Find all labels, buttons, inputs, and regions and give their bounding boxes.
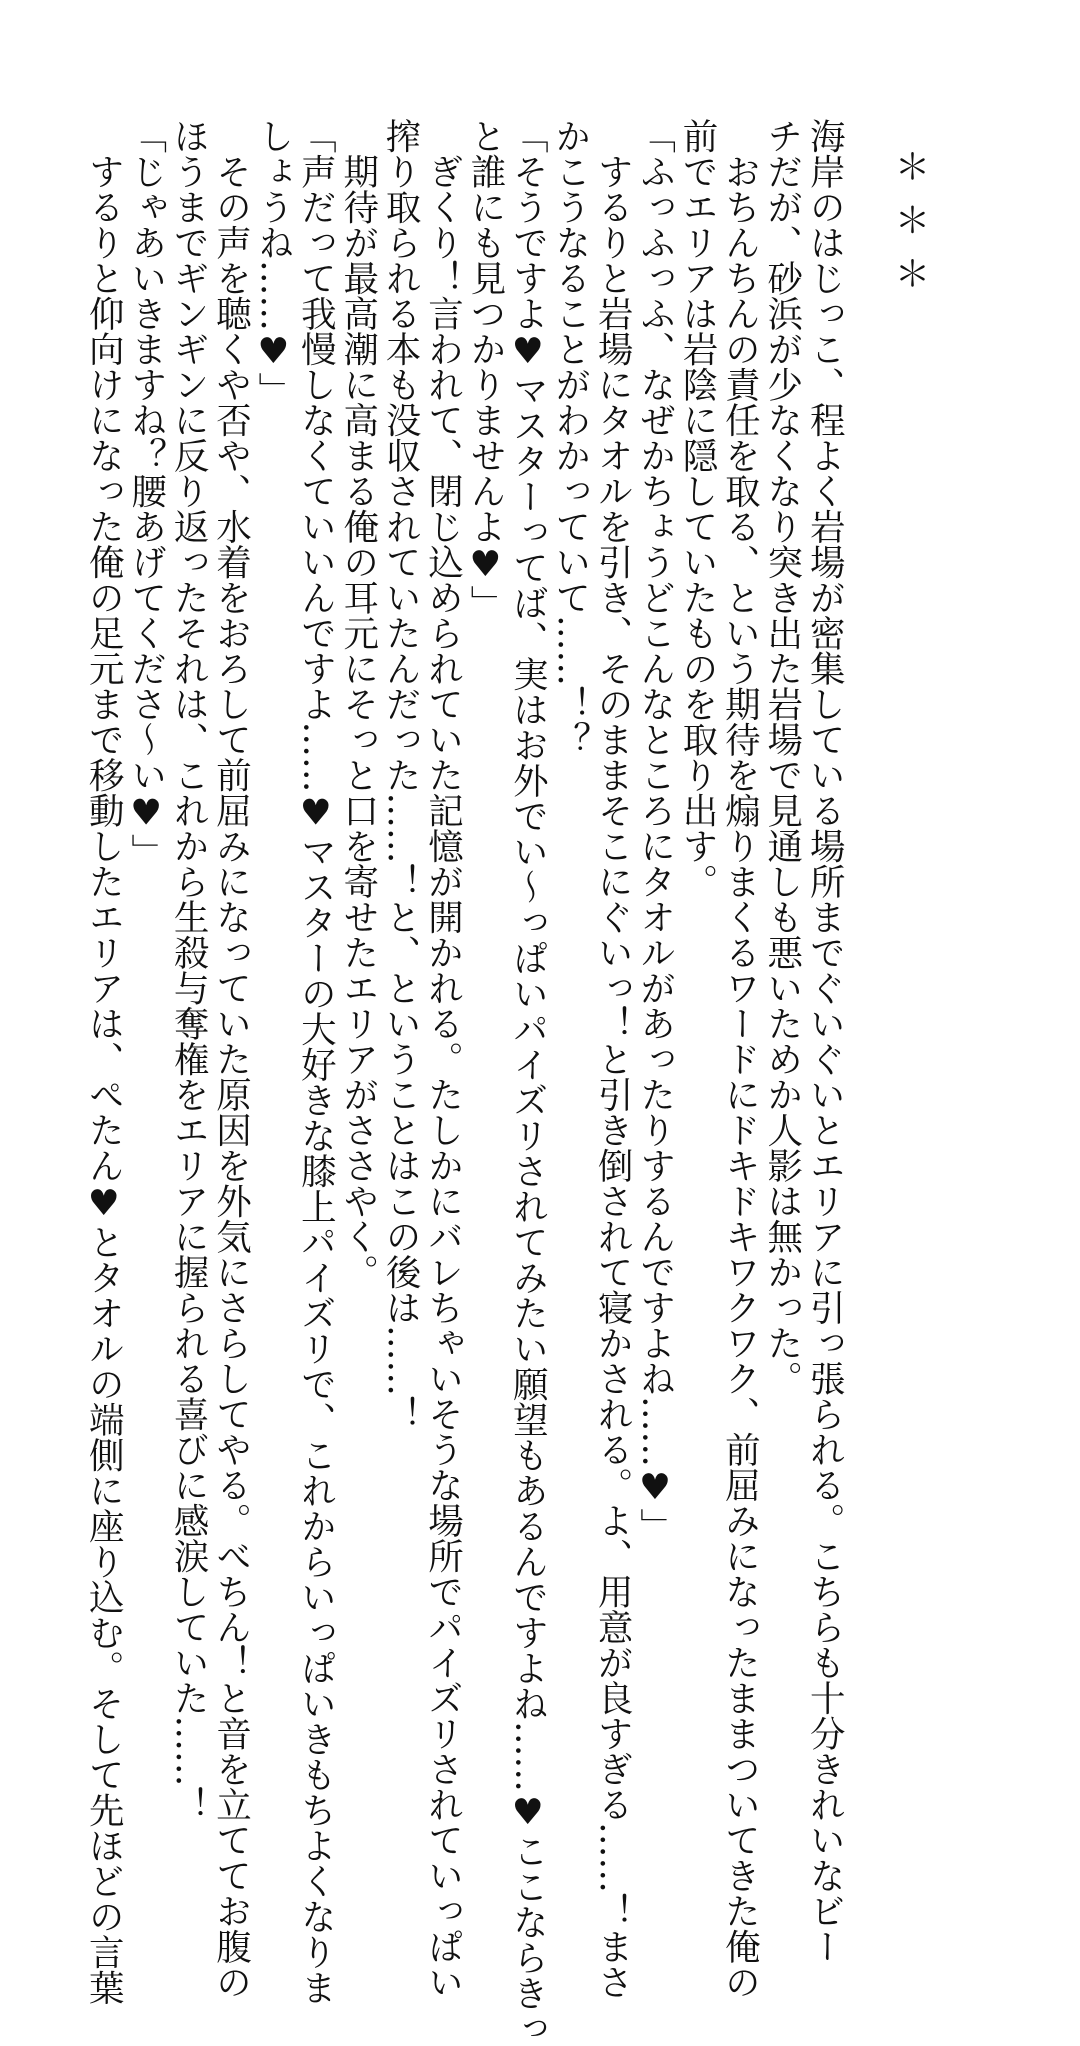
text-line: チだが、砂浜が少なくなり突き出た岩場で見通しも悪いためか人影は無かった。 [761,118,803,1396]
text-line: と誰にも見つかりませんよ♥」 [464,118,506,621]
text-line: ぎくり！言われて、閉じ込められていた記憶が開かれる。たしかにバレちゃいそうな場所でパイズリされていっぱい [422,118,464,2000]
text-line: しょうね……♥」 [252,118,294,408]
text-line: 「ふっふっふ、なぜかちょうどこんなところにタオルがあったりするんですよね……♥」 [634,118,676,1544]
text-line: 「声だって我慢しなくていいんですよ……♥マスターの大好きな膝上パイズリで、これからいっぱいきもちよくなりま [295,118,337,2005]
text-line: 海岸のはじっこ、程よく岩場が密集している場所までぐいぐいとエリアに引っ張られる。こちらも十分きれいなビー [804,118,846,1964]
text-line: 「そうですよ♥マスターってば、実はお外でい～っぱいパイズリされてみたい願望もあるんですよね……♥ここならきっ [507,118,549,2046]
vertical-text-body [82,118,930,2046]
text-line: その声を聴くや否や、水着をおろして前屈みになっていた原因を外気にさらしてやる。べちん！と音を立ててお腹の [210,118,252,2000]
text-line: するりと仰向けになった俺の足元まで移動したエリアは、ぺたん♥とタオルの端側に座り込む。そして先ほどの言葉 [83,118,125,2005]
text-line: 期待が最高潮に高まる俺の耳元にそっと口を寄せたエリアがささやく。 [337,118,379,1290]
scene-separator: ＊＊＊ [889,148,930,309]
text-line: するりと岩場にタオルを引き、そのままそこにぐいっ！と引き倒されて寝かされる。よ、用意が良すぎる……！まさ [592,118,634,2000]
text-line: おちんちんの責任を取る、という期待を煽りまくるワードにドキドキワクワク、前屈みになったままついてきた俺の [719,118,761,2000]
text-line [845,118,887,1378]
text-line: 搾り取られる本も没収されていたんだった……！と、ということはこの後は……！ [380,118,422,1432]
text-line: 前でエリアは岩陰に隠していたものを取り出す。 [676,118,718,899]
text-line: 「じゃあいきますね？腰あげてくださ～い♥」 [125,118,167,869]
text-line: ほうまでギンギンに反り返ったそれは、これから生殺与奪権をエリアに握られる喜びに感涙していた……！ [168,118,210,1822]
text-line: かこうなることがわかっていて……！？ [549,118,591,757]
